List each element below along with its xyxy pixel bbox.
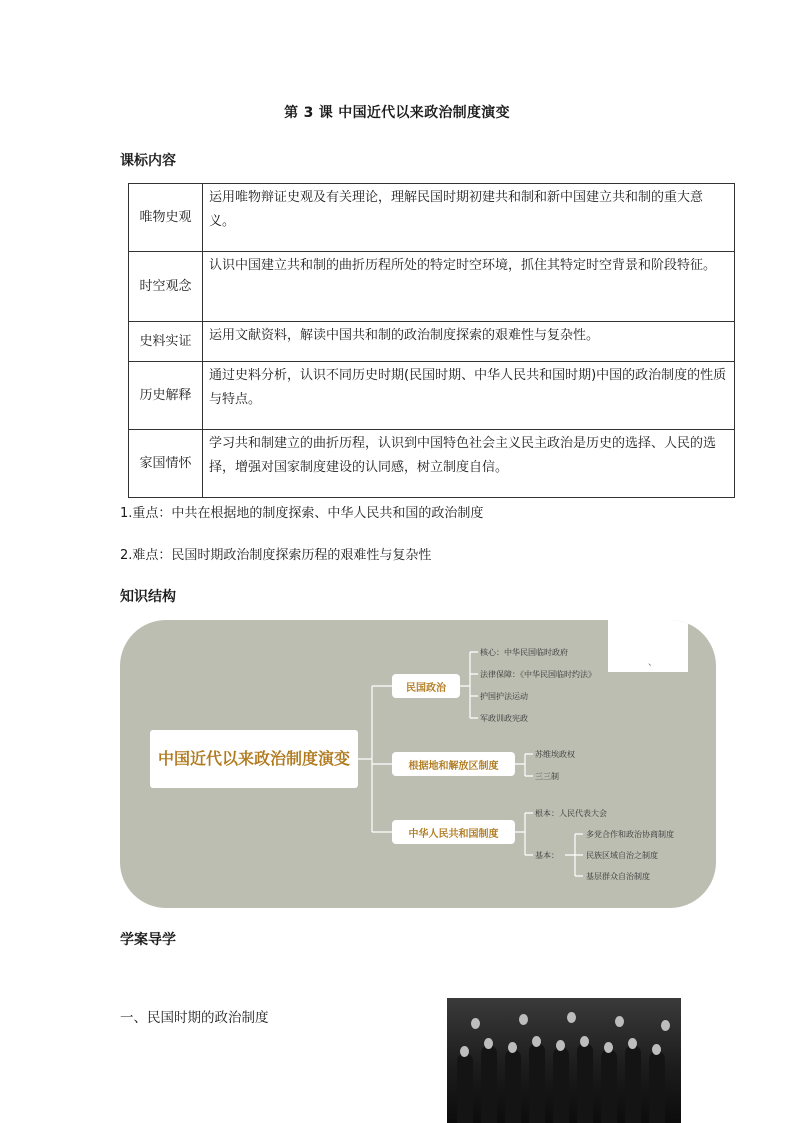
photo-face [556, 1040, 565, 1051]
table-row [129, 362, 735, 430]
leaf-ethnic-autonomy: 民族区域自治之制度 [586, 851, 658, 860]
standard-text: 通过史料分析，认识不同历史时期(民国时期、中华人民共和国时期)中国的政治制度的性质与特点。 [203, 362, 735, 430]
standard-key: 史料实证 [129, 322, 203, 362]
leaf-law: 法律保障：《中华民国临时约法》 [480, 670, 596, 679]
part1-heading: 一、民国时期的政治制度 [120, 1010, 269, 1026]
photo-figure [481, 1045, 497, 1123]
branch-minguo: 民国政治 [392, 674, 460, 698]
photo-figure [649, 1051, 665, 1123]
knowledge-mindmap [120, 620, 716, 908]
standard-key: 历史解释 [129, 362, 203, 430]
connector-branch1-leaves [460, 652, 478, 718]
leaf-three-thirds: 三三制 [535, 772, 559, 781]
table-row [129, 252, 735, 322]
leaf-grassroots: 基层群众自治制度 [586, 872, 650, 881]
photo-face [471, 1018, 480, 1029]
standard-text: 认识中国建立共和制的曲折历程所处的特定时空环境，抓住其特定时空背景和阶段特征。 [203, 252, 735, 322]
leaf-cpc-consultation: 多党合作和政治协商制度 [586, 830, 674, 839]
photo-figure [529, 1043, 545, 1123]
photo-figure [625, 1045, 641, 1123]
photo-face [460, 1046, 469, 1057]
section-curriculum-heading: 课标内容 [120, 153, 176, 169]
curriculum-table [128, 183, 735, 498]
photo-figure [601, 1049, 617, 1123]
table-row [129, 322, 735, 362]
photo-figure [457, 1053, 473, 1123]
standard-key: 家国情怀 [129, 430, 203, 498]
leaf-protect-law: 护国护法运动 [480, 692, 528, 701]
photo-face [567, 1012, 576, 1023]
section-knowledge-heading: 知识结构 [120, 589, 176, 605]
photo-face [652, 1044, 661, 1055]
standard-text: 学习共和制建立的曲折历程，认识到中国特色社会主义民主政治是历史的选择、人民的选择，增强对国家制度建设的认同感，树立制度自信。 [203, 430, 735, 498]
photo-face [519, 1014, 528, 1025]
table-row [129, 184, 735, 252]
photo-face [628, 1038, 637, 1049]
historical-group-photo [447, 998, 681, 1123]
leaf-basic-label: 基本： [535, 851, 559, 860]
mindmap-root: 中国近代以来政治制度演变 [150, 730, 358, 788]
photo-face [508, 1042, 517, 1053]
photo-face [580, 1036, 589, 1047]
photo-face [615, 1016, 624, 1027]
leaf-soviet: 苏维埃政权 [535, 750, 575, 759]
photo-face [661, 1020, 670, 1031]
inset-mark: 、 [648, 658, 658, 668]
connector-branch2-leaves [515, 754, 533, 776]
photo-figure [553, 1047, 569, 1123]
section-guide-heading: 学案导学 [120, 932, 176, 948]
standard-text: 运用文献资料，解读中国共和制的政治制度探索的艰难性与复杂性。 [203, 322, 735, 362]
page-title: 第 3 课 中国近代以来政治制度演变 [284, 105, 510, 121]
photo-figure [505, 1049, 521, 1123]
photo-face [484, 1038, 493, 1049]
standard-text: 运用唯物辩证史观及有关理论，理解民国时期初建共和制和新中国建立共和制的重大意义。 [203, 184, 735, 252]
key-point-note: 1.重点：中共在根据地的制度探索、中华人民共和国的政治制度 [120, 506, 484, 521]
photo-figure [577, 1043, 593, 1123]
difficulty-note: 2.难点：民国时期政治制度探索历程的艰难性与复杂性 [120, 548, 432, 563]
connector-branch3-leaves [515, 813, 533, 855]
standard-key: 时空观念 [129, 252, 203, 322]
branch-prc: 中华人民共和国制度 [392, 820, 515, 844]
connector-root-trunk [358, 686, 372, 832]
leaf-core: 核心：中华民国临时政府 [480, 648, 568, 657]
photo-face [532, 1036, 541, 1047]
leaf-fundamental: 根本：人民代表大会 [535, 809, 607, 818]
photo-face [604, 1042, 613, 1053]
leaf-three-stages: 军政训政宪政 [480, 714, 528, 723]
branch-base-areas: 根据地和解放区制度 [392, 752, 515, 776]
standard-key: 唯物史观 [129, 184, 203, 252]
connector-basic-leaves [565, 834, 583, 876]
table-row [129, 430, 735, 498]
